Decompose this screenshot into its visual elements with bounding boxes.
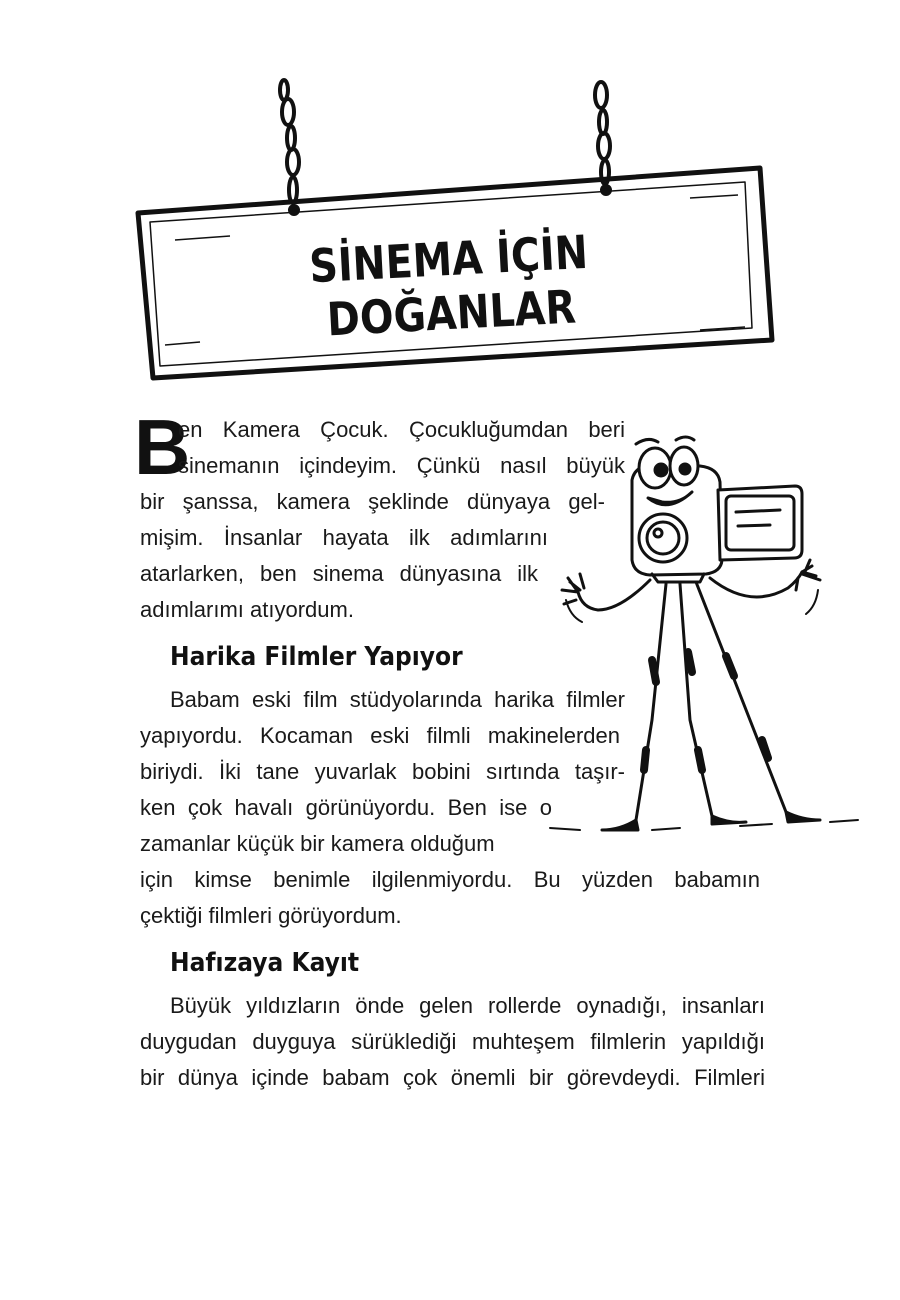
eyes-icon — [636, 437, 698, 488]
paragraph-line: ken çok havalı görünüyordu. Ben ise o — [140, 795, 552, 820]
camera-lens-icon — [639, 514, 687, 562]
paragraph-line: biriydi. İki tane yuvarlak bobini sırtında taşır- — [140, 759, 625, 784]
paragraph-line: duygudan duyguya sürüklediği muhteşem filmlerin yapıldığı — [140, 1029, 765, 1054]
arm-left — [578, 580, 650, 610]
paragraph-line: için kimse benimle ilgilenmiyordu. Bu yüzden babamın — [140, 867, 760, 892]
paragraph-line: zamanlar küçük bir kamera olduğum — [140, 831, 495, 856]
intro-line: sinemanın içindeyim. Çünkü nasıl büyük — [178, 453, 625, 478]
intro-line: en Kamera Çocuk. Çocukluğumdan beri — [178, 417, 625, 442]
tripod-leg-left — [636, 584, 666, 820]
camera-screen-icon — [718, 486, 802, 560]
paragraph-line: yapıyordu. Kocaman eski filmli makinelerden — [140, 723, 620, 748]
section-heading: Hafızaya Kayıt — [170, 948, 360, 978]
section2-paragraph — [140, 988, 765, 1096]
page-title: SİNEMA İÇİN DOĞANLAR — [308, 224, 590, 347]
camera-character-illustration — [540, 420, 870, 850]
arm-right — [710, 572, 802, 597]
drop-cap: B — [134, 403, 191, 491]
tripod-leg-middle — [680, 584, 712, 816]
chain-left-icon — [280, 80, 299, 214]
paragraph-line: bir dünya içinde babam çok önemli bir görevdeydi. Filmleri — [140, 1065, 765, 1090]
intro-line: mişim. İnsanlar hayata ilk adımlarını — [140, 525, 548, 550]
intro-line: atarlarken, ben sinema dünyasına ilk — [140, 561, 538, 586]
intro-line: adımlarımı atıyordum. — [140, 597, 354, 622]
tripod-leg-right — [696, 582, 786, 812]
section-heading: Harika Filmler Yapıyor — [170, 642, 463, 672]
paragraph-line: Büyük yıldızların önde gelen rollerde oynadığı, insanları — [170, 993, 765, 1018]
paragraph-line: Babam eski film stüdyolarında harika filmler — [170, 687, 625, 712]
paragraph-line: çektiği filmleri görüyordum. — [140, 903, 402, 928]
intro-line: bir şanssa, kamera şeklinde dünyaya gel- — [140, 489, 605, 514]
